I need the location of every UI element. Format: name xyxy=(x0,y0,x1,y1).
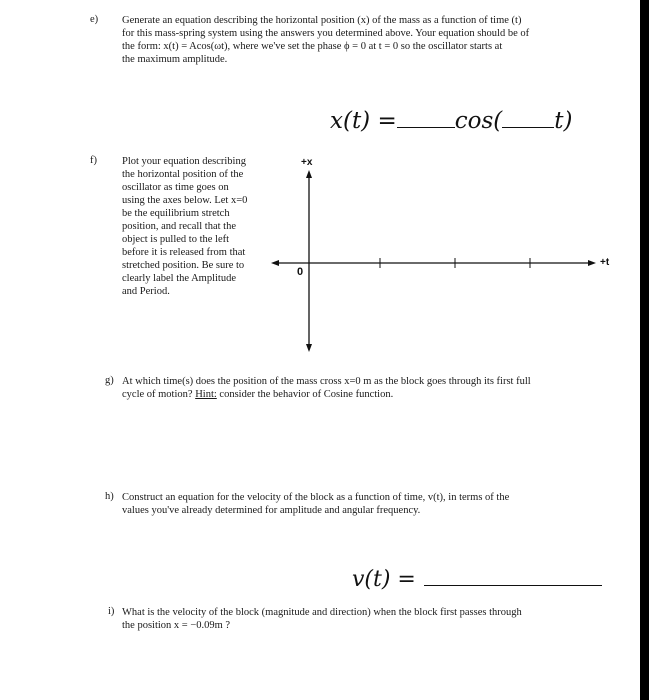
question-f-label: f) xyxy=(90,155,97,166)
question-f-line: Plot your equation describing xyxy=(122,156,246,167)
x-axis-arrow-right xyxy=(588,260,596,266)
question-e-line4: the maximum amplitude. xyxy=(122,54,228,65)
question-f-line: the horizontal position of the xyxy=(122,169,244,180)
question-h-line2: values you've already determined for amplitude and angular frequency. xyxy=(122,505,421,516)
y-axis-arrow-up xyxy=(306,170,312,178)
x-axis-arrow-left xyxy=(271,260,279,266)
position-equation-left: x(t) = xyxy=(330,108,397,134)
question-g-line2 xyxy=(122,388,393,401)
question-e-line3: the form: x(t) = Acos(ωt), where we've set the phase ϕ = 0 at t = 0 so the oscillator starts at xyxy=(122,41,503,52)
question-i-label: i) xyxy=(108,606,115,617)
velocity-equation xyxy=(352,567,602,592)
question-f-line: and Period. xyxy=(122,286,170,297)
y-axis-arrow-down xyxy=(306,344,312,352)
question-g-label: g) xyxy=(105,375,114,386)
x-axis-label: +t xyxy=(600,257,610,268)
position-equation-right: t) xyxy=(554,108,573,134)
question-e-line2: for this mass-spring system using the answers you determined above. Your equation should be of xyxy=(122,28,530,39)
velocity-equation-left: v(t) = xyxy=(352,567,416,592)
question-f-line: oscillator as time goes on xyxy=(122,182,229,193)
question-g-line1: At which time(s) does the position of the mass cross x=0 m as the block goes through its first full xyxy=(122,376,531,387)
question-f-line: clearly label the Amplitude xyxy=(122,273,237,284)
origin-label: 0 xyxy=(297,266,304,278)
question-f-line: before it is released from that xyxy=(122,247,246,258)
question-g-line2-prefix: cycle of motion? xyxy=(122,389,196,400)
question-f-line: object is pulled to the left xyxy=(122,234,230,245)
question-f-line: using the axes below. Let x=0 xyxy=(122,195,248,206)
question-g-line2-rest: consider the behavior of Cosine function. xyxy=(216,389,394,400)
question-f-line: stretched position. Be sure to xyxy=(122,260,245,271)
question-i-line2: the position x = −0.09m ? xyxy=(122,620,231,631)
y-axis-label: +x xyxy=(301,157,313,168)
question-g-hint: Hint: xyxy=(195,389,217,400)
question-i-line1: What is the velocity of the block (magnitude and direction) when the block first passes through xyxy=(122,607,522,618)
question-h-label: h) xyxy=(105,491,114,502)
question-h-line1: Construct an equation for the velocity of the block as a function of time, v(t), in terms of the xyxy=(122,492,510,503)
velocity-blank[interactable] xyxy=(424,584,602,586)
question-f-line: position, and recall that the xyxy=(122,221,237,232)
position-equation-cos: cos( xyxy=(454,108,503,134)
question-f-line: be the equilibrium stretch xyxy=(122,208,230,219)
question-e-line1: Generate an equation describing the horizontal position (x) of the mass as a function of time (t) xyxy=(122,15,522,26)
question-e-label: e) xyxy=(90,14,99,25)
